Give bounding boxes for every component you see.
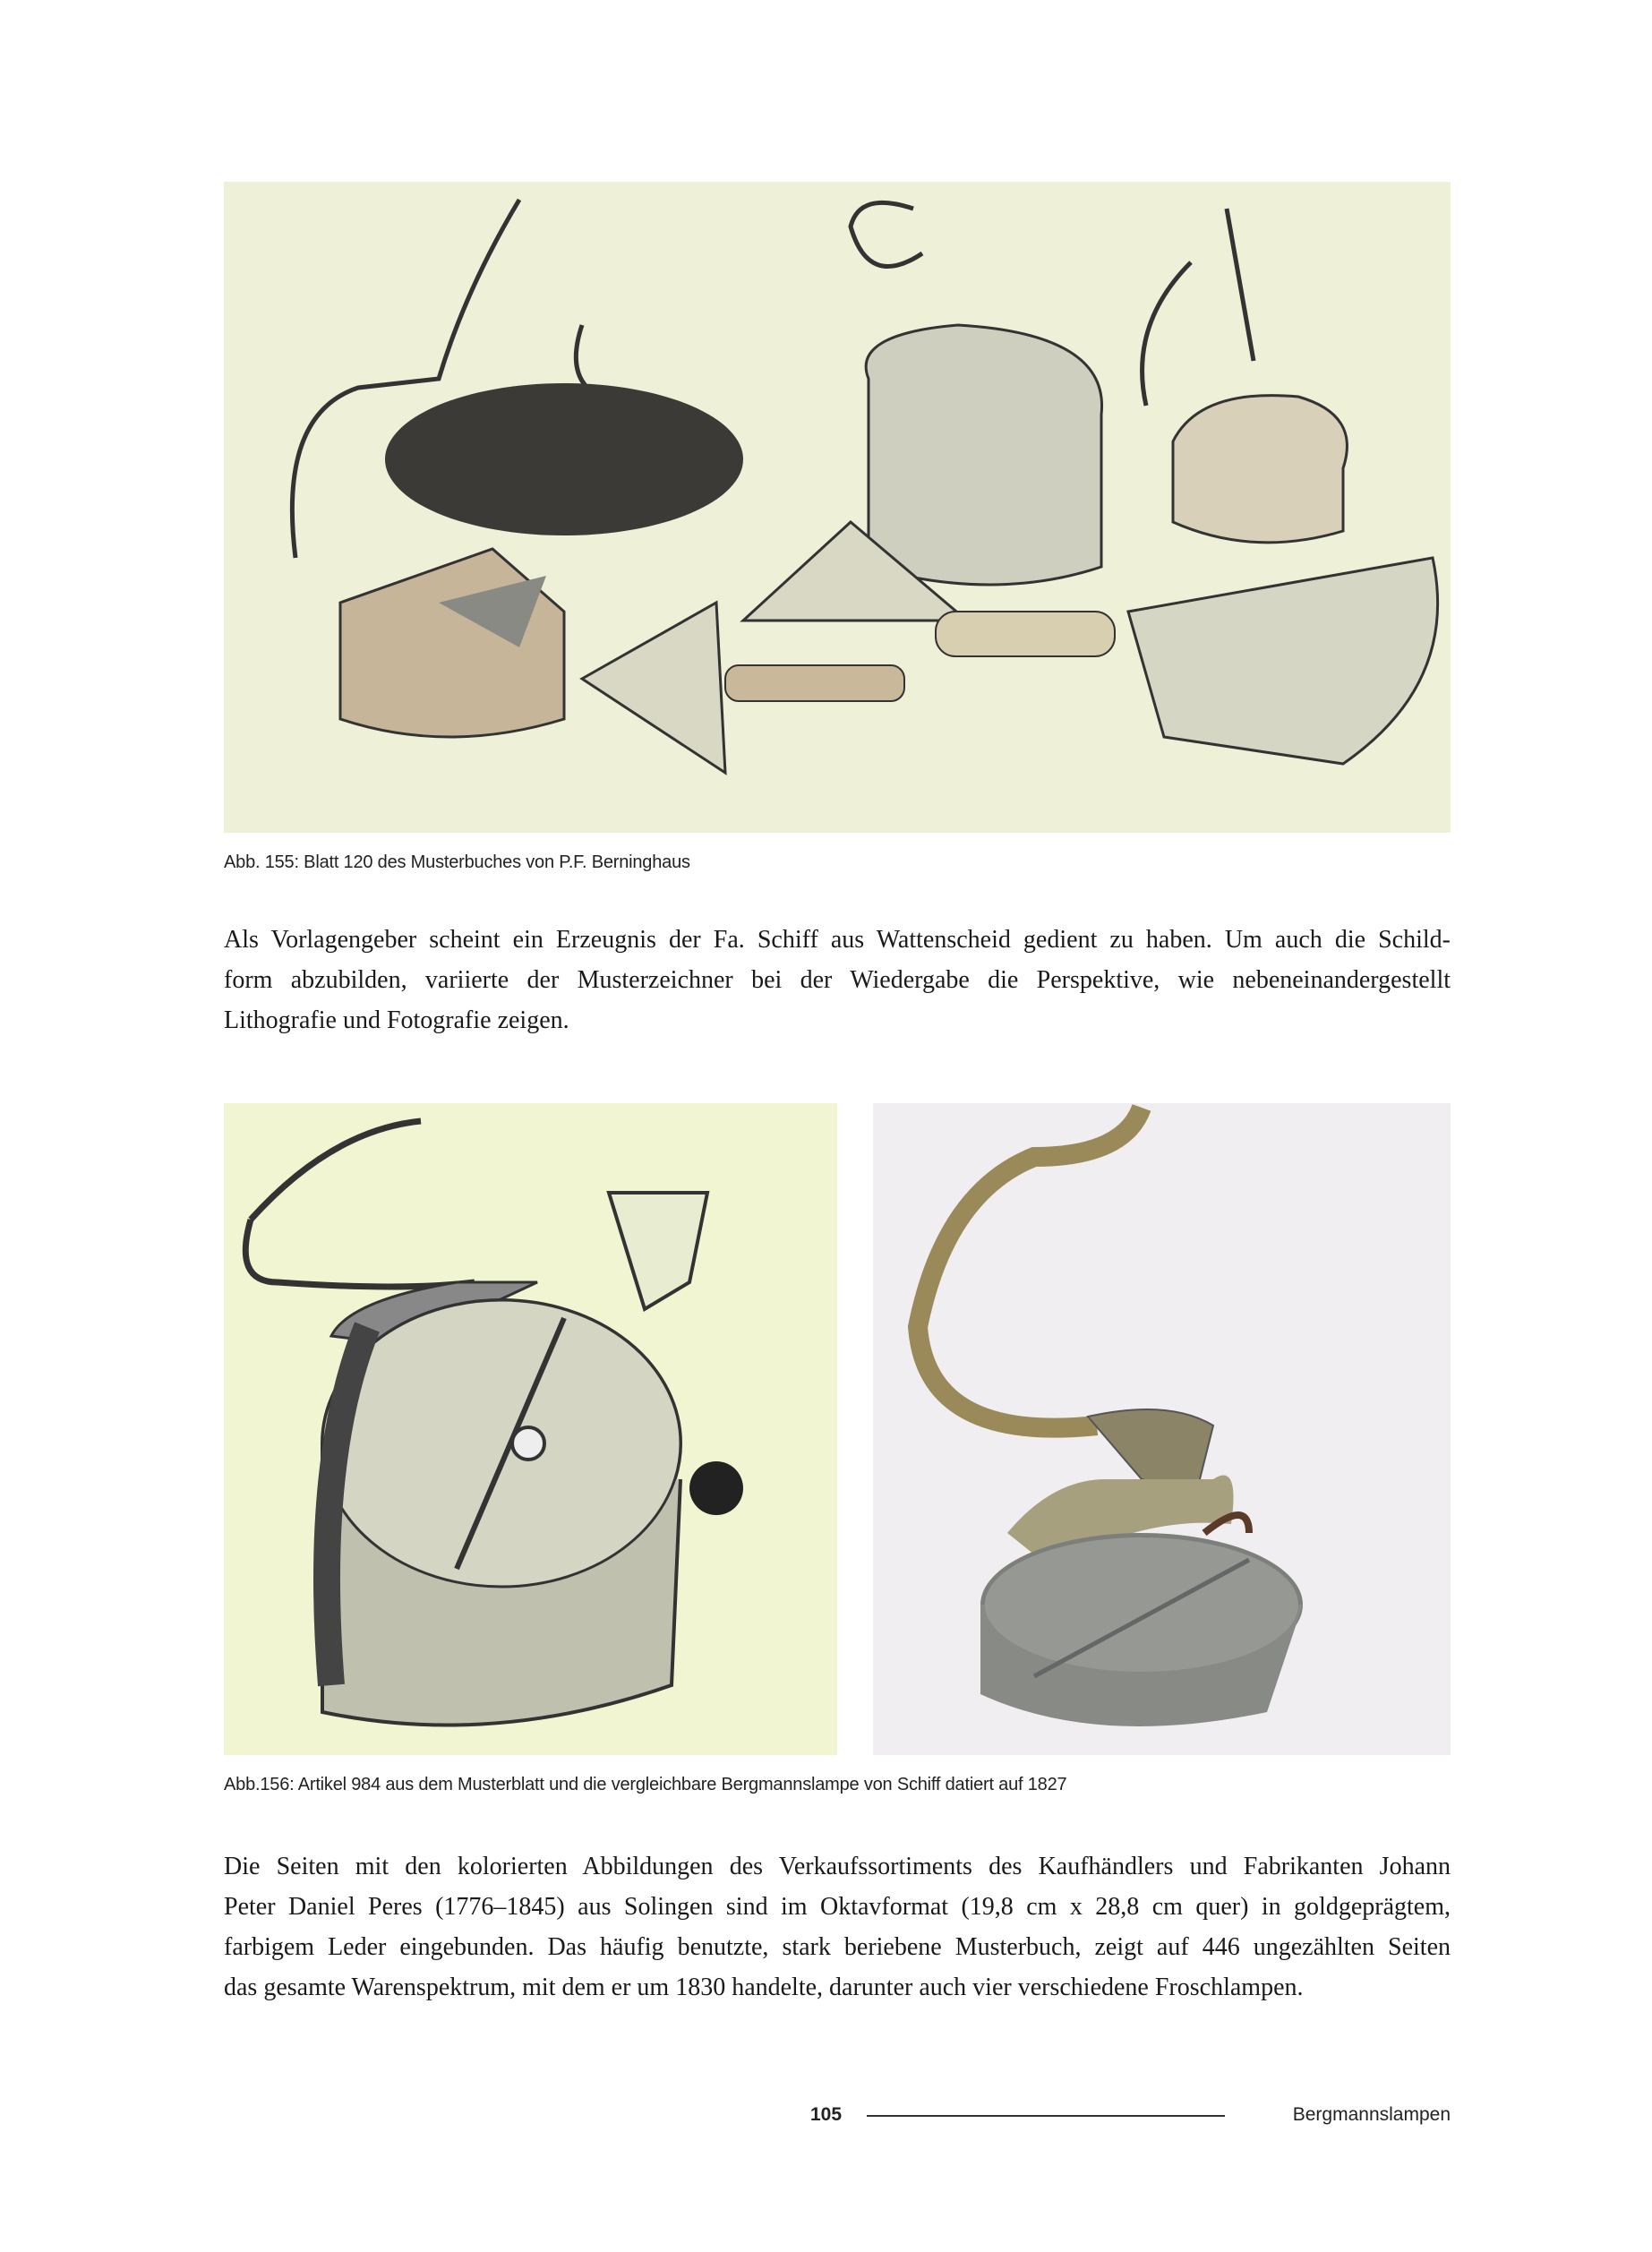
- figure-156-lithograph-984: [224, 1103, 837, 1755]
- footer-divider: [867, 2115, 1225, 2117]
- paragraph-line: Die Seiten mit den kolorierten Abbildungen des Verkaufssortiments des Kaufhändlers und Fabrikanten Johann: [224, 1853, 1451, 1880]
- figure-156-caption: Abb.156: Artikel 984 aus dem Musterblatt und die vergleichbare Bergmannslampe von Schiff datiert auf 1827: [224, 1775, 1067, 1794]
- figure-155-caption: Abb. 155: Blatt 120 des Musterbuches von P.F. Berninghaus: [224, 852, 690, 872]
- paragraph-line: das gesamte Warenspektrum, mit dem er um 1830 handelte, darunter auch vier verschiedene Froschlampen.: [224, 1974, 1304, 2001]
- paragraph-1: [224, 920, 1451, 1040]
- page-number: 105: [810, 2104, 843, 2125]
- paragraph-line: farbigem Leder eingebunden. Das häufig benutzte, stark beriebene Musterbuch, zeigt auf 446 ungezählten Seiten: [224, 1933, 1451, 1961]
- running-footer-title: Bergmannslampen: [1292, 2104, 1451, 2125]
- paragraph-line: Peter Daniel Peres (1776–1845) aus Solingen sind im Oktavformat (19,8 cm x 28,8 cm quer) in goldgeprägtem,: [224, 1893, 1451, 1921]
- paragraph-line: form abzubilden, variierte der Musterzeichner bei der Wiedergabe die Perspektive, wie nebeneinandergestellt: [224, 966, 1451, 994]
- figure-155-lithograph: [224, 182, 1451, 833]
- paragraph-line: Lithografie und Fotografie zeigen.: [224, 1006, 569, 1034]
- figure-156-photo-lamp: [873, 1103, 1451, 1755]
- paragraph-2: [224, 1846, 1451, 2008]
- paragraph-line: Als Vorlagengeber scheint ein Erzeugnis der Fa. Schiff aus Wattenscheid gedient zu haben. Um auch die Schild-: [224, 926, 1451, 954]
